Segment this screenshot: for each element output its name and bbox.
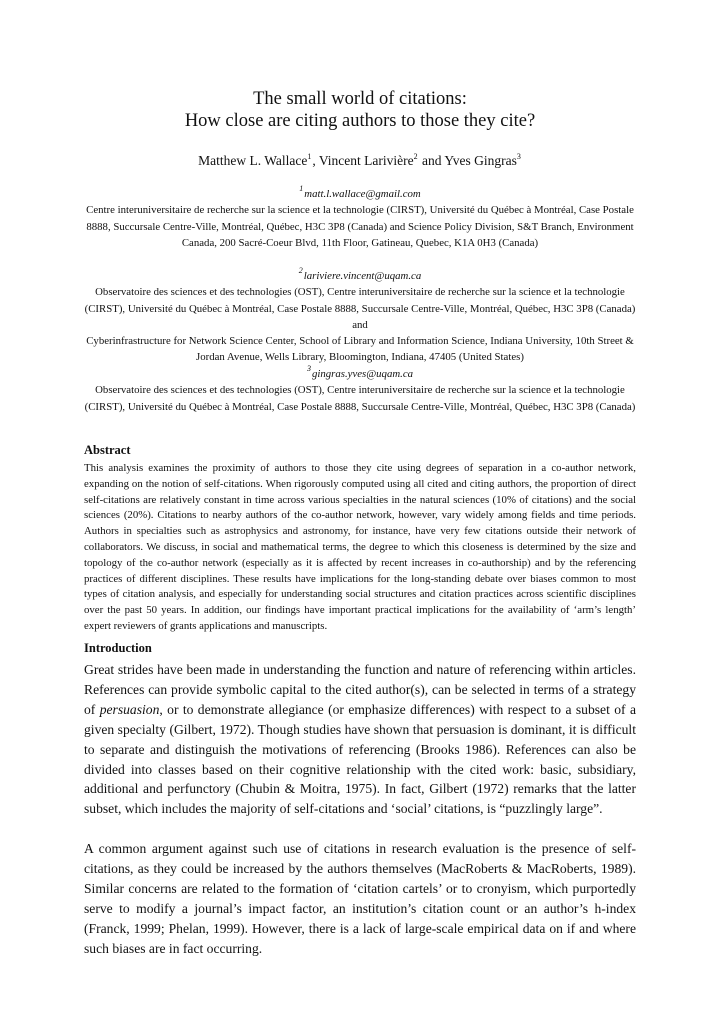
affiliation-text: Observatoire des sciences et des technologies (OST), Centre interuniversitaire de recherche sur la science et la technologie (CIRST), Université du Québec à Montréal, Case Postale 8888, Succursale Centre-Ville, Montréal, Québec, H3C 3P8 (Canada) and xyxy=(84,286,636,331)
affiliation-email xyxy=(84,361,636,382)
affiliation-email xyxy=(84,181,636,202)
affiliation-email xyxy=(84,263,636,284)
paragraph-text: , or to demonstrate allegiance (or emphasize differences) with respect to a subset of a given specialty (Gilbert, 1972). Though studies have shown that persuasion is dominant, it is difficult to separate and distinguish the motivations of referencing (Brooks 1986). References can also be divided into classes based on their cognitive relationship with the cited work: basic, subsidiary, additional and perfunctory (Chubin & Moitra, 1975). In fact, Gilbert (1972) remarks that the latter subset, which includes the majority of self-citations and ‘social’ citations, is “puzzlingly large”. xyxy=(84,701,636,817)
affiliation-text: Centre interuniversitaire de recherche sur la science et la technologie (CIRST), Université du Québec à Montréal, Case Postale 8888, Succursale Centre-Ville, Montréal, Québec, H3C 3P8 (Canada) and Science Policy Division, S&T Branch, Environment Canada, 200 Sacré-Coeur Blvd, 11th Floor, Gatineau, Quebec, K1A 0H3 (Canada) xyxy=(86,204,634,249)
author-sup: 2 xyxy=(413,152,418,161)
intro-paragraph-2: A common argument against such use of citations in research evaluation is the presence of self-citations, as they could be increased by the authors themselves (MacRoberts & MacRoberts, 1989). Similar concerns are related to the formation of ‘citation cartels’ or to cronyism, which purportedly serve to modify a journal’s impact factor, an institution’s citation count or an author’s h-index (Franck, 1999; Phelan, 1999). However, there is a lack of large-scale empirical data on if and where such biases are in fact occurring. xyxy=(84,841,636,956)
abstract-heading: Abstract xyxy=(84,443,131,457)
author-list xyxy=(84,152,636,169)
author-name: Vincent Larivière xyxy=(318,153,414,168)
affiliation-text: Observatoire des sciences et des technologies (OST), Centre interuniversitaire de recherche sur la science et la technologie (CIRST), Université du Québec à Montréal, Case Postale 8888, Succursale Centre-Ville, Montréal, Québec, H3C 3P8 (Canada) xyxy=(84,384,636,413)
affiliation-sup: 2 xyxy=(298,266,303,275)
affiliation-1 xyxy=(84,181,636,251)
author-sup: 1 xyxy=(307,152,312,161)
affiliation-sup: 3 xyxy=(306,364,311,373)
emphasis-text: persuasion xyxy=(99,701,160,717)
author-separator: , xyxy=(312,153,319,168)
title-line-2: How close are citing authors to those they cite? xyxy=(184,111,536,131)
author-sup: 3 xyxy=(516,152,521,161)
affiliation-2 xyxy=(84,263,636,366)
email-text: lariviere.vincent@uqam.ca xyxy=(303,270,422,282)
author-name: Matthew L. Wallace xyxy=(198,153,308,168)
paper-title xyxy=(84,88,636,132)
abstract-text: This analysis examines the proximity of authors to those they cite using degrees of separation in a co-author network, expanding on the notion of self-citations. When rigorously computed using all cited and citing authors, the proportion of direct self-citations are relatively constant in time across various specialties in the natural sciences (10% of citations) and the social sciences (20%). Citations to nearby authors of the co-author network, however, vary widely among fields and time periods. Authors in specialties such as astrophysics and astronomy, for instance, have very few citations outside their network of collaborators. We discuss, in social and mathematical terms, the degree to which this closeness is determined by the size and topology of the co-author network (especially as it is affected by recent increases in co-authorship) and by the referencing practices of different disciplines. These results have implications for the long-standing debate over biases common to most types of citation analysis, and especially for understanding social structures and citation practices across scientific disciplines over the past 50 years. In addition, our findings have important practical implications for the availability of ‘arm’s length’ expert reviewers of grants applications and manuscripts. xyxy=(84,462,636,632)
affiliation-3 xyxy=(84,361,636,415)
title-line-1: The small world of citations: xyxy=(253,89,467,109)
paragraph-text: Great strides have been made in understanding the function and nature of referencing within articles. References can provide symbolic capital to the cited author(s), can be selected in terms of a strategy of xyxy=(84,662,636,717)
affiliation-text-2: Cyberinfrastructure for Network Science Center, School of Library and Information Science, Indiana University, 10th Street & Jordan Avenue, Wells Library, Bloomington, Indiana, 47405 (United States) xyxy=(86,335,634,364)
email-text: gingras.yves@uqam.ca xyxy=(311,368,414,380)
introduction-heading: Introduction xyxy=(84,641,152,655)
intro-paragraph-1 xyxy=(84,660,636,819)
affiliation-sup: 1 xyxy=(299,184,304,193)
email-text: matt.l.wallace@gmail.com xyxy=(304,188,421,200)
author-name: Yves Gingras xyxy=(444,153,517,168)
author-separator: and xyxy=(418,153,445,168)
